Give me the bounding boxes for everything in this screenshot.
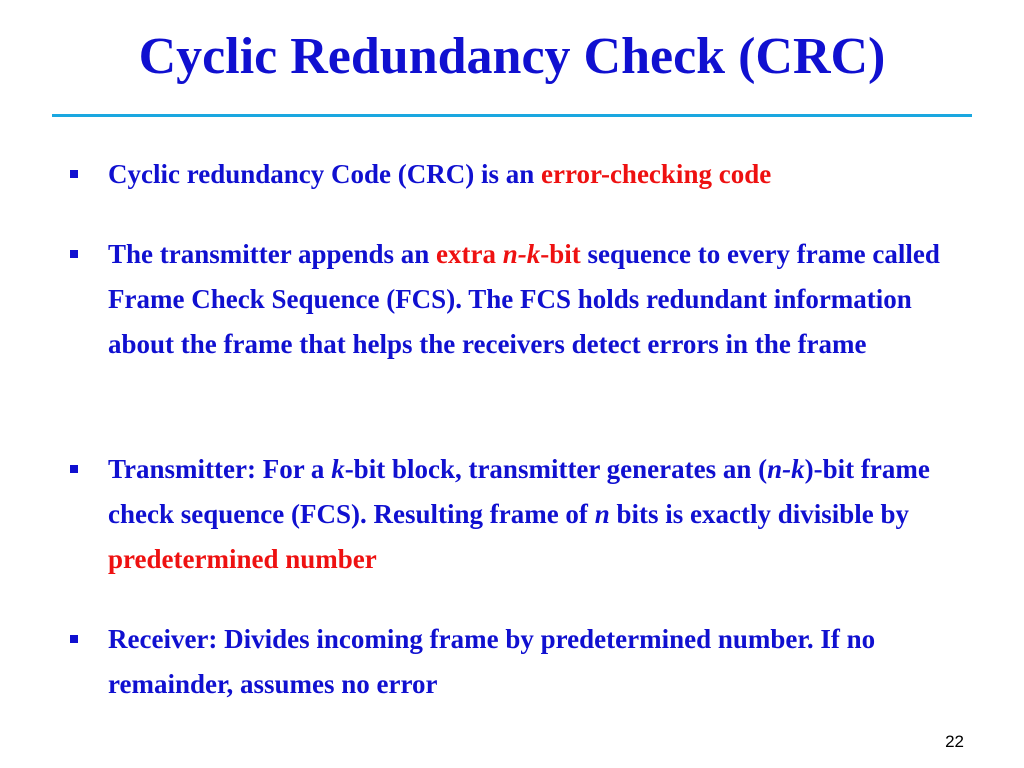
title-divider [52, 114, 972, 117]
slide-number: 22 [945, 732, 964, 751]
bullet-item-crc-definition [108, 152, 958, 197]
square-bullet-icon [70, 465, 78, 473]
highlight-text: -bit [540, 239, 581, 269]
highlight-italic-text: n-k [502, 239, 541, 269]
square-bullet-icon [70, 170, 78, 178]
bullet-text: Receiver: Divides incoming frame by predetermined number. If no remainder, assumes no error [108, 624, 876, 699]
highlight-text: extra [436, 239, 503, 269]
square-bullet-icon [70, 250, 78, 258]
bullet-text: Cyclic redundancy Code (CRC) is an error-checking code [108, 159, 772, 189]
italic-variable: n-k [767, 454, 805, 484]
highlight-text: error-checking code [541, 159, 772, 189]
slide-title: Cyclic Redundancy Check (CRC) [138, 28, 886, 85]
bullet-item-transmitter-process [108, 447, 958, 582]
bullet-text: The transmitter appends an extra n-k-bit sequence to every frame called Frame Check Sequence (FCS). The FCS holds redundant information about the frame that helps the receivers detect errors in the frame [108, 239, 940, 359]
italic-variable: n [594, 499, 610, 529]
italic-variable: k [331, 454, 345, 484]
square-bullet-icon [70, 635, 78, 643]
bullet-text: Transmitter: For a k-bit block, transmitter generates an (n-k)-bit frame check sequence (FCS). Resulting frame of n bits is exactly divisible by predetermined number [108, 454, 930, 574]
bullet-item-transmitter-appends [108, 232, 958, 367]
highlight-text: predetermined number [108, 544, 377, 574]
bullet-item-receiver [108, 617, 958, 707]
